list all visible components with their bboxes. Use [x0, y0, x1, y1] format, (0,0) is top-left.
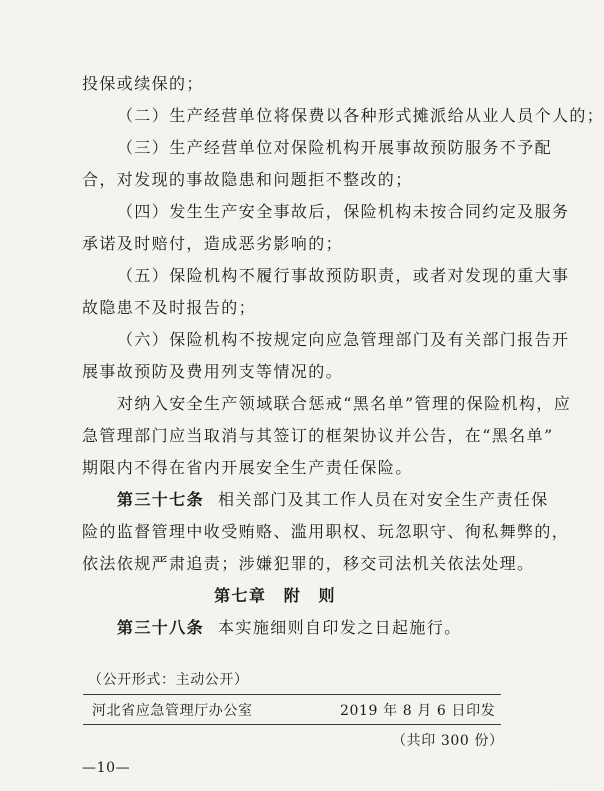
article-38-title: 第三十八条 [117, 618, 205, 637]
body-line-3: （三）生产经营单位对保险机构开展事故预防服务不予配 [117, 138, 553, 157]
body-line-8: 故隐患不及时报告的； [82, 298, 257, 317]
issuer: 河北省应急管理厅办公室 [92, 703, 253, 719]
body-line-12: 急管理部门应当取消与其签订的框架协议并公告，在“黑名单” [82, 426, 554, 445]
body-line-7: （五）保险机构不履行事故预防职责，或者对发现的重大事 [117, 266, 570, 285]
body-line-11: 对纳入安全生产领域联合惩戒“黑名单”管理的保险机构，应 [117, 394, 572, 413]
bottom-rule [83, 724, 501, 725]
body-line-6: 承诺及时赔付，造成恶劣影响的； [82, 234, 344, 253]
body-line-9: （六）保险机构不按规定向应急管理部门及有关部门报告开 [117, 330, 570, 349]
article-38-text: 本实施细则自印发之日起施行。 [218, 618, 462, 637]
body-line-5: （四）发生生产安全事故后，保险机构未按合同约定及服务 [117, 202, 570, 221]
disclosure-note: （公开形式：主动公开） [88, 672, 249, 688]
article-37-line-2: 险的监督管理中收受贿赂、滥用职权、玩忽职守、徇私舞弊的， [82, 522, 570, 541]
copies-count: （共印 300 份） [392, 733, 504, 749]
page-number: —10— [82, 760, 131, 776]
article-37-line-3: 依法依规严肃追责；涉嫌犯罪的，移交司法机关依法处理。 [82, 554, 535, 573]
body-line-2: （二）生产经营单位将保费以各种形式摊派给从业人员个人的； [117, 106, 604, 125]
article-38-line [117, 617, 462, 639]
body-line-13: 期限内不得在省内开展安全生产责任保险。 [82, 458, 413, 477]
article-37-line-1 [117, 489, 549, 511]
issue-date: 2019 年 8 月 6 日印发 [340, 703, 496, 719]
body-line-4: 合，对发现的事故隐患和问题拒不整改的； [82, 170, 413, 189]
body-line-10: 展事故预防及费用列支等情况的。 [82, 362, 344, 381]
chapter-heading: 第七章 附 则 [214, 586, 336, 605]
body-line-1: 投保或续保的； [82, 74, 204, 93]
article-37-text-1: 相关部门及其工作人员在对安全生产责任保 [218, 490, 549, 509]
article-37-title: 第三十七条 [117, 490, 205, 509]
top-rule [83, 694, 501, 695]
